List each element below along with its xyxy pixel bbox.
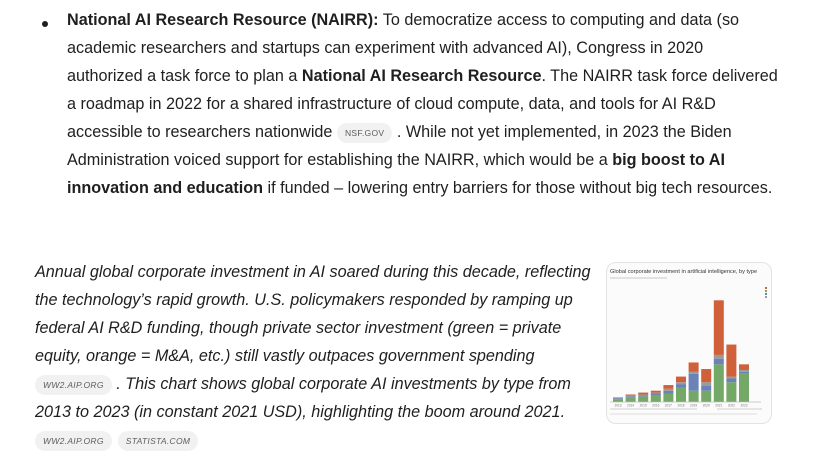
thumbnail-legend-swatch (765, 296, 767, 298)
thumbnail-bar-segment (613, 399, 623, 402)
thumbnail-bar-segment (676, 377, 686, 383)
thumbnail-x-tick-label: 2017 (664, 403, 672, 408)
citation-chip-statista[interactable]: STATISTA.COM (118, 431, 199, 451)
thumbnail-bar-segment (651, 395, 661, 402)
thumbnail-bar-segment (726, 382, 736, 402)
thumbnail-bar-segment (651, 394, 661, 396)
thumbnail-bar-segment (689, 391, 699, 402)
nairr-text-4: if funded – lowering entry barriers for those without big tech resources. (263, 179, 773, 197)
thumbnail-bar-segment (638, 393, 648, 395)
thumbnail-bar-segment (613, 398, 623, 399)
thumbnail-bar-segment (689, 372, 699, 374)
thumbnail-bar-segment (739, 372, 749, 374)
thumbnail-x-tick-label: 2016 (652, 403, 660, 408)
thumbnail-bar-segment (739, 370, 749, 372)
citation-chip-aip-1[interactable]: WW2.AIP.ORG (35, 375, 112, 395)
thumbnail-bar-segment (613, 397, 623, 398)
thumbnail-x-tick-label: 2019 (690, 403, 698, 408)
nairr-paragraph (67, 6, 782, 202)
thumbnail-x-tick-label: 2015 (639, 403, 647, 408)
chart-caption (35, 258, 595, 454)
thumbnail-bar-segment (726, 377, 736, 379)
thumbnail-bar-segment (638, 396, 648, 402)
nairr-bold-phrase-1: National AI Research Resource (301, 67, 542, 85)
thumbnail-bar-segment (714, 355, 724, 359)
thumbnail-title: Global corporate investment in artificial intelligence, by type (610, 269, 758, 275)
thumbnail-bar-segment (638, 395, 648, 396)
thumbnail-bar-segment (726, 345, 736, 377)
thumbnail-bar-segment (626, 396, 636, 397)
thumbnail-x-tick-label: 2020 (702, 403, 710, 408)
chart-thumbnail-image[interactable] (606, 262, 772, 424)
thumbnail-x-tick-label: 2021 (715, 403, 723, 408)
caption-text-2: . This chart shows global corporate AI investments by type from 2013 to 2023 (in constant 2021 USD), highlighting the boom around 2021. (35, 375, 571, 421)
citation-chip-nsf[interactable]: NSF.GOV (337, 123, 392, 143)
thumbnail-chart-svg (607, 263, 771, 423)
thumbnail-bar-segment (676, 384, 686, 388)
thumbnail-bar-segment (638, 394, 648, 395)
nairr-text-3: . While not yet implemented, in 2023 the Biden Administration voiced support for establishing the NAIRR, which would be a (67, 123, 732, 169)
thumbnail-bar-segment (663, 389, 673, 391)
thumbnail-bar-segment (663, 391, 673, 394)
thumbnail-bar-segment (651, 393, 661, 394)
caption-text-1: Annual global corporate investment in AI soared during this decade, reflecting the technology’s rapid growth. U.S. policymakers responded by ramping up federal AI R&D funding, though private sector investment (green = private equity, orange = M&A, etc.) still vastly outpaces government spending (35, 263, 591, 365)
thumbnail-legend-swatch (765, 290, 767, 292)
thumbnail-bar-segment (651, 391, 661, 393)
bullet-point-icon (42, 21, 48, 27)
thumbnail-legend-swatch (765, 293, 767, 295)
thumbnail-x-tick-label: 2013 (614, 403, 622, 408)
thumbnail-legend (765, 287, 767, 298)
thumbnail-bar-segment (663, 394, 673, 402)
thumbnail-bar-segment (701, 386, 711, 391)
thumbnail-bar-segment (701, 369, 711, 382)
thumbnail-bar-segment (739, 364, 749, 370)
nairr-bold-phrase-2: big boost to AI innovation and education (67, 151, 725, 197)
nairr-text-1: To democratize access to computing and data (so academic researchers and startups can experiment with advanced AI), Congress in 2020 authorized a task force to plan a (67, 11, 740, 85)
thumbnail-x-tick-label: 2018 (677, 403, 685, 408)
thumbnail-bar-segment (626, 397, 636, 402)
thumbnail-bars (613, 300, 749, 407)
thumbnail-bar-segment (701, 391, 711, 402)
thumbnail-bar-segment (701, 382, 711, 386)
thumbnail-bar-segment (626, 394, 636, 395)
thumbnail-bar-segment (726, 378, 736, 382)
citation-chip-aip-2[interactable]: WW2.AIP.ORG (35, 431, 112, 451)
thumbnail-bar-segment (689, 362, 699, 371)
thumbnail-x-tick-label: 2023 (740, 403, 748, 408)
nairr-text-2: . The NAIRR task force delivered a roadmap in 2022 for a shared infrastructure of cloud compute, data, and tools for AI R&D accessible to researchers nationwide (67, 67, 778, 141)
thumbnail-bar-segment (739, 374, 749, 402)
thumbnail-bar-segment (676, 388, 686, 402)
thumbnail-bar-segment (676, 382, 686, 384)
thumbnail-bar-segment (714, 300, 724, 355)
thumbnail-x-tick-label: 2022 (727, 403, 735, 408)
thumbnail-bar-segment (626, 395, 636, 396)
nairr-term: National AI Research Resource (NAIRR): (67, 11, 379, 29)
nairr-bullet-item (42, 6, 782, 202)
thumbnail-bar-segment (663, 385, 673, 389)
thumbnail-bar-segment (714, 364, 724, 402)
thumbnail-bar-segment (689, 374, 699, 391)
thumbnail-x-tick-label: 2014 (627, 403, 635, 408)
thumbnail-legend-swatch (765, 287, 767, 289)
thumbnail-bar-segment (714, 359, 724, 365)
